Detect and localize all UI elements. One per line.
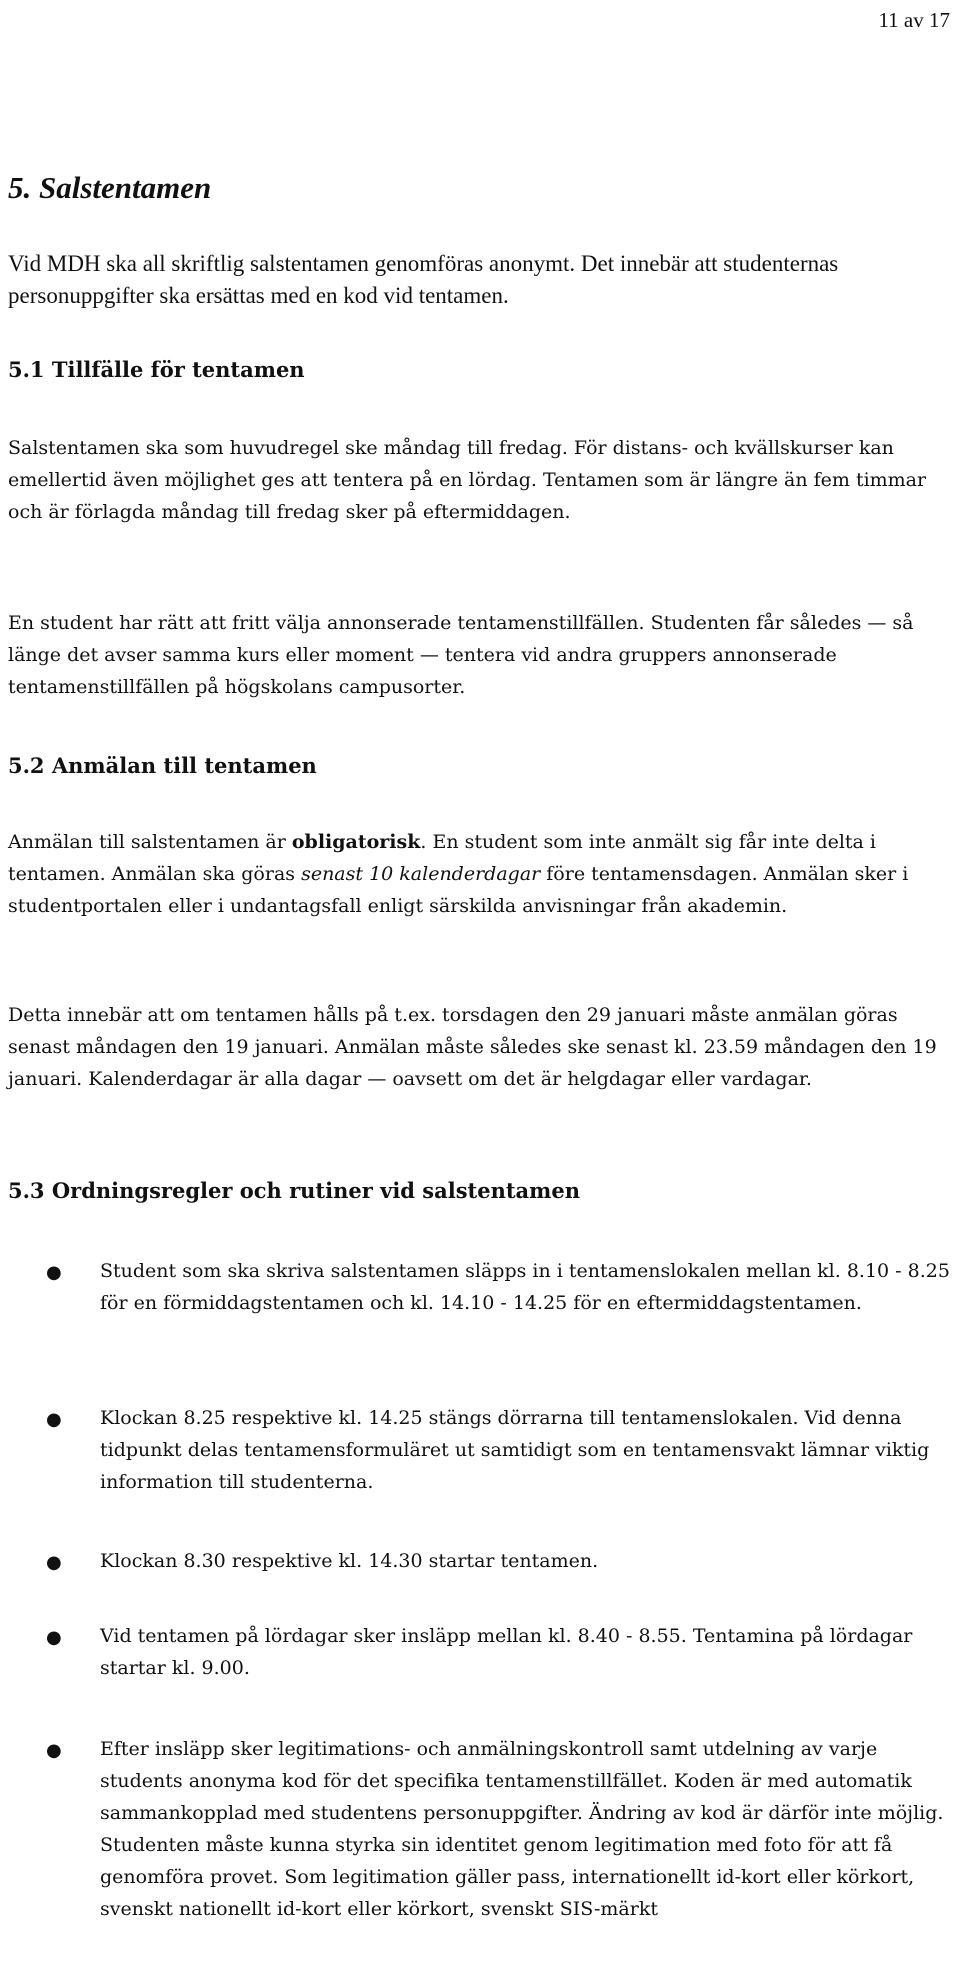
- registration-text-middle: . En student som inte anmält sig får inte delta i tentamen. Anmälan ska göras: [8, 831, 877, 885]
- heading-5-1: 5.1 Tillfälle för tentamen: [8, 357, 305, 382]
- registration-text-start: Anmälan till salstentamen är: [8, 831, 292, 853]
- list-item-text: Klockan 8.25 respektive kl. 14.25 stängs dörrarna till tentamenslokalen. Vid denna tidpunkt delas tentamensformuläret ut samtidigt som en tentamensvakt lämnar viktig information till studenterna.: [100, 1407, 930, 1493]
- paragraph-5-1-scheduling: Salstentamen ska som huvudregel ske måndag till fredag. För distans- och kvällskurser kan emellertid även möjlighet ges att tentera på en lördag. Tentamen som är längre än fem timmar och är förlagda måndag till fredag sker på eftermiddagen.: [8, 437, 927, 523]
- heading-5-3: 5.3 Ordningsregler och rutiner vid salstentamen: [8, 1178, 581, 1203]
- page-number: 11 av 17: [878, 8, 950, 32]
- registration-text-end: före tentamensdagen. Anmälan sker i studentportalen eller i undantagsfall enligt särskilda anvisningar från akademin.: [8, 863, 909, 917]
- bullet-icon: ●: [46, 1262, 62, 1283]
- bullet-icon: ●: [46, 1552, 62, 1573]
- list-item-text: Vid tentamen på lördagar sker insläpp mellan kl. 8.40 - 8.55. Tentamina på lördagar startar kl. 9.00.: [100, 1625, 913, 1679]
- paragraph-5-1-choice: En student har rätt att fritt välja annonserade tentamenstillfällen. Studenten får således — så länge det avser samma kurs eller moment — tentera vid andra gruppers annonserade tentamenstillfällen på högskolans campusorter.: [8, 612, 914, 698]
- list-item-text: Student som ska skriva salstentamen släpps in i tentamenslokalen mellan kl. 8.10 - 8.25 för en förmiddagstentamen och kl. 14.10 - 14.25 för en eftermiddagstentamen.: [100, 1260, 950, 1314]
- paragraph-5-2-registration: [8, 826, 953, 922]
- heading-5-2: 5.2 Anmälan till tentamen: [8, 753, 317, 778]
- bullet-icon: ●: [46, 1409, 62, 1430]
- bullet-icon: ●: [46, 1627, 62, 1648]
- paragraph-5-2-example: Detta innebär att om tentamen hålls på t.ex. torsdagen den 29 januari måste anmälan göras senast måndagen den 19 januari. Anmälan måste således ske senast kl. 23.59 måndagen den 19 januari. Kalenderdagar är alla dagar — oavsett om det är helgdagar eller vardagar.: [8, 1004, 937, 1090]
- section-intro: Vid MDH ska all skriftlig salstentamen genomföras anonymt. Det innebär att studenternas personuppgifter ska ersättas med en kod vid tentamen.: [8, 251, 839, 308]
- section-title: 5. Salstentamen: [8, 170, 212, 205]
- registration-deadline: senast 10 kalenderdagar: [301, 863, 541, 885]
- list-item-text: Klockan 8.30 respektive kl. 14.30 startar tentamen.: [100, 1550, 599, 1572]
- bullet-icon: ●: [46, 1740, 62, 1761]
- list-item-text: Efter insläpp sker legitimations- och anmälningskontroll samt utdelning av varje students anonyma kod för det specifika tentamenstillfället. Koden är med automatik sammankopplad med studentens personuppgifter. Ändring av kod är därför inte möjlig. Studenten måste kunna styrka sin identitet genom legitimation med foto för att få genomföra provet. Som legitimation gäller pass, internationellt id-kort eller körkort, svenskt nationellt id-kort eller körkort, svenskt SIS-märkt: [100, 1738, 944, 1920]
- registration-mandatory: obligatorisk: [291, 831, 421, 853]
